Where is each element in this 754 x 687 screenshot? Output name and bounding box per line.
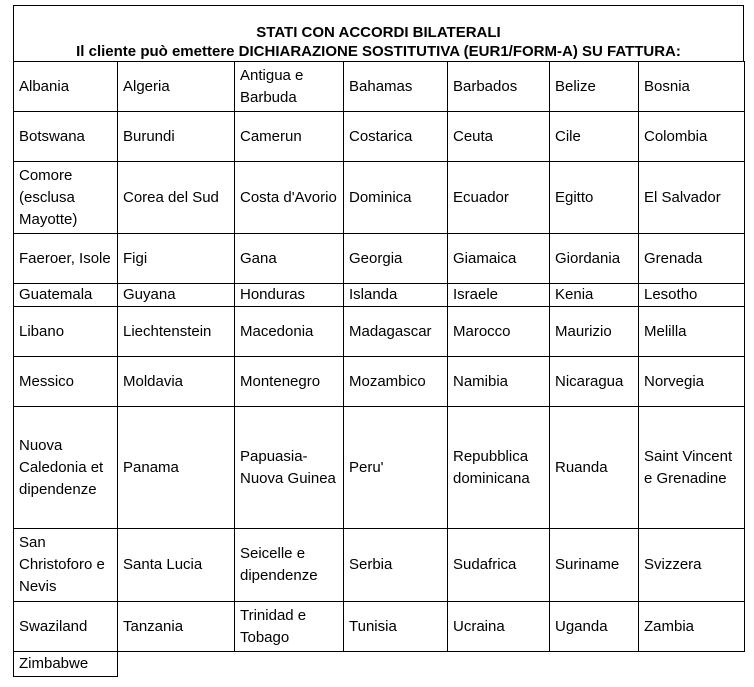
countries-table — [13, 61, 745, 677]
country-cell: Zimbabwe — [14, 652, 118, 677]
country-cell: Egitto — [550, 162, 639, 234]
empty-cell — [235, 652, 344, 677]
table-row — [14, 529, 745, 602]
country-cell: Seicelle e dipendenze — [235, 529, 344, 602]
country-cell: Liechtenstein — [118, 307, 235, 357]
country-cell: Swaziland — [14, 602, 118, 652]
country-cell: Marocco — [448, 307, 550, 357]
table-row — [14, 407, 745, 529]
empty-cell — [344, 652, 448, 677]
country-cell: Cile — [550, 112, 639, 162]
country-cell: Comore (esclusa Mayotte) — [14, 162, 118, 234]
country-cell: Costarica — [344, 112, 448, 162]
table-row — [14, 602, 745, 652]
country-cell: Nicaragua — [550, 357, 639, 407]
country-cell: Bahamas — [344, 62, 448, 112]
empty-cell — [118, 652, 235, 677]
country-cell: Ecuador — [448, 162, 550, 234]
empty-cell — [639, 652, 745, 677]
country-cell: Serbia — [344, 529, 448, 602]
country-cell: Lesotho — [639, 284, 745, 307]
table-row — [14, 357, 745, 407]
country-cell: Namibia — [448, 357, 550, 407]
country-cell: Papuasia-Nuova Guinea — [235, 407, 344, 529]
document-sheet — [13, 5, 744, 677]
country-cell: Antigua e Barbuda — [235, 62, 344, 112]
country-cell: Figi — [118, 234, 235, 284]
table-title: STATI CON ACCORDI BILATERALI — [256, 24, 501, 41]
table-row — [14, 162, 745, 234]
country-cell: Svizzera — [639, 529, 745, 602]
table-header — [13, 5, 744, 61]
country-cell: Guatemala — [14, 284, 118, 307]
country-cell: Tanzania — [118, 602, 235, 652]
country-cell: Kenia — [550, 284, 639, 307]
empty-cell — [448, 652, 550, 677]
country-cell: Sudafrica — [448, 529, 550, 602]
country-cell: Grenada — [639, 234, 745, 284]
country-cell: Saint Vincent e Grenadine — [639, 407, 745, 529]
country-cell: Colombia — [639, 112, 745, 162]
country-cell: Trinidad e Tobago — [235, 602, 344, 652]
country-cell: Ucraina — [448, 602, 550, 652]
country-cell: Tunisia — [344, 602, 448, 652]
country-cell: Nuova Caledonia et dipendenze — [14, 407, 118, 529]
table-subtitle: Il cliente può emettere DICHIARAZIONE SOSTITUTIVA (EUR1/FORM-A) SU FATTURA: — [76, 43, 681, 60]
country-cell: Algeria — [118, 62, 235, 112]
country-cell: Islanda — [344, 284, 448, 307]
country-cell: Bosnia — [639, 62, 745, 112]
table-row — [14, 284, 745, 307]
country-cell: Mozambico — [344, 357, 448, 407]
country-cell: Dominica — [344, 162, 448, 234]
country-cell: Moldavia — [118, 357, 235, 407]
country-cell: San Christoforo e Nevis — [14, 529, 118, 602]
table-row — [14, 307, 745, 357]
country-cell: Giordania — [550, 234, 639, 284]
country-cell: Santa Lucia — [118, 529, 235, 602]
country-cell: Ruanda — [550, 407, 639, 529]
table-row — [14, 234, 745, 284]
table-row — [14, 652, 745, 677]
country-cell: Madagascar — [344, 307, 448, 357]
country-cell: Faeroer, Isole — [14, 234, 118, 284]
country-cell: Belize — [550, 62, 639, 112]
country-cell: Costa d'Avorio — [235, 162, 344, 234]
country-cell: Georgia — [344, 234, 448, 284]
table-row — [14, 112, 745, 162]
country-cell: Giamaica — [448, 234, 550, 284]
country-cell: Repubblica dominicana — [448, 407, 550, 529]
country-cell: Peru' — [344, 407, 448, 529]
country-cell: Panama — [118, 407, 235, 529]
country-cell: Norvegia — [639, 357, 745, 407]
country-cell: Albania — [14, 62, 118, 112]
country-cell: Ceuta — [448, 112, 550, 162]
country-cell: Melilla — [639, 307, 745, 357]
country-cell: Camerun — [235, 112, 344, 162]
country-cell: El Salvador — [639, 162, 745, 234]
country-cell: Guyana — [118, 284, 235, 307]
country-cell: Barbados — [448, 62, 550, 112]
table-row — [14, 62, 745, 112]
country-cell: Corea del Sud — [118, 162, 235, 234]
country-cell: Burundi — [118, 112, 235, 162]
country-cell: Zambia — [639, 602, 745, 652]
country-cell: Botswana — [14, 112, 118, 162]
country-cell: Macedonia — [235, 307, 344, 357]
country-cell: Honduras — [235, 284, 344, 307]
country-cell: Gana — [235, 234, 344, 284]
country-cell: Maurizio — [550, 307, 639, 357]
country-cell: Uganda — [550, 602, 639, 652]
country-cell: Suriname — [550, 529, 639, 602]
country-cell: Montenegro — [235, 357, 344, 407]
country-cell: Libano — [14, 307, 118, 357]
country-cell: Israele — [448, 284, 550, 307]
country-cell: Messico — [14, 357, 118, 407]
empty-cell — [550, 652, 639, 677]
